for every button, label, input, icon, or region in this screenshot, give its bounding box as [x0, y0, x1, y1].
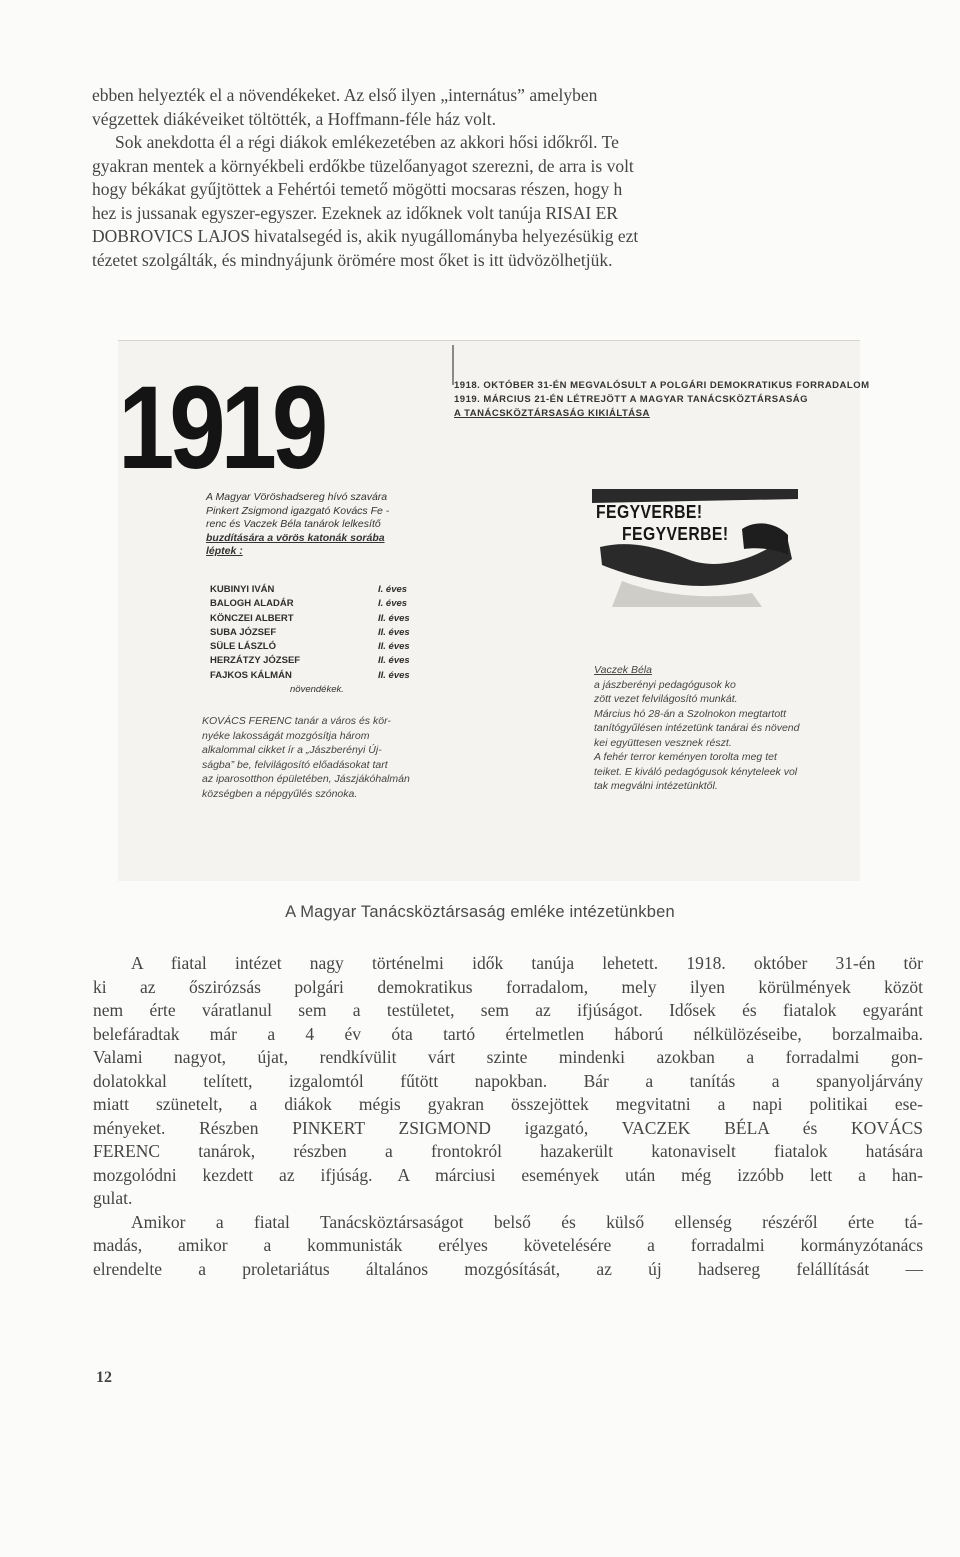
- member-name: SUBA JÓZSEF: [210, 626, 277, 638]
- kovacs-line: ságba” be, felvilágosító előadásokat tart: [202, 758, 388, 771]
- member-class: I. éves: [378, 598, 408, 610]
- poster-announcement: [206, 491, 496, 559]
- intro-line: ebben helyezték el a növendékeket. Az első ilyen „internátus” amelyben: [92, 85, 598, 105]
- poster-slogan-image: [592, 489, 798, 607]
- body-line: elrendelte a proletariátus általános mozgósítását, az új hadsereg felállítását —: [93, 1258, 923, 1279]
- announce-line: léptek :: [206, 545, 243, 557]
- body-line: ki az őszirózsás polgári demokratikus forradalom, mely ilyen körülmények közöt: [93, 976, 923, 997]
- member-class: I. éves: [378, 584, 408, 595]
- member-class: II. éves: [378, 655, 410, 667]
- member-class: II. éves: [378, 641, 410, 653]
- poster-decree: [454, 379, 870, 421]
- poster-member-list: [210, 583, 470, 697]
- member-name: KÖNCZEI ALBERT: [210, 612, 294, 624]
- member-row: [210, 669, 470, 683]
- decree-line: 1918. OKTÓBER 31-ÉN MEGVALÓSULT A POLGÁRI DEMOKRATIKUS FORRADALOM: [454, 380, 870, 391]
- member-class: II. éves: [378, 626, 410, 638]
- poster-kovacs-text: [202, 714, 492, 801]
- member-name: SÜLE LÁSZLÓ: [210, 641, 276, 653]
- announce-line: Pinkert Zsigmond igazgató Kovács Fe -: [206, 504, 390, 517]
- body-line: Amikor a fiatal Tanácsköztársaságot belső és külső ellenség részéről érte tá-: [131, 1211, 923, 1232]
- vaczek-name: Vaczek Béla: [594, 664, 652, 676]
- member-row: [210, 597, 470, 611]
- member-name: KUBINYI IVÁN: [210, 584, 275, 595]
- announce-line: A Magyar Vöröshadsereg hívó szavára: [206, 491, 388, 503]
- kovacs-line: nyéke lakosságát mozgósítja három: [202, 729, 370, 742]
- body-line: Valami nagyot, újat, rendkívülit várt szinte mindenki azokban a forradalmi gon-: [93, 1047, 923, 1067]
- vaczek-line: [594, 663, 856, 692]
- kovacs-line: KOVÁCS FERENC tanár a város és kör-: [202, 715, 391, 727]
- slogan-line: FEGYVERBE!: [622, 523, 729, 544]
- member-row: [210, 654, 470, 668]
- member-name: HERZÁTZY JÓZSEF: [210, 655, 301, 667]
- body-line: belefáradtak már a 4 év óta tartó értelmetlen háború nélkülözéseibe, borzalmaiba.: [93, 1023, 923, 1044]
- body-paragraph: [93, 952, 923, 1281]
- kovacs-line: az iparosotthon épületében, Jászjákóhalmán: [202, 773, 410, 785]
- vaczek-line: kei együttesen vesznek részt.: [594, 736, 732, 749]
- intro-line: hogy békákat gyűjtöttek a Fehértói temető mögötti mocsaras részen, hogy h: [92, 179, 623, 199]
- announce-line: buzdítására a vörös katonák sorába: [206, 531, 385, 544]
- body-line: gulat.: [93, 1188, 133, 1208]
- members-caption: növendékek.: [290, 684, 344, 696]
- page-number: 12: [96, 1369, 112, 1386]
- body-line: mozgolódni kezdett az ifjúság. A márciusi események után még izzóbb lett a han-: [93, 1164, 923, 1185]
- member-row: [210, 640, 470, 654]
- poster-vaczek-text: [594, 663, 856, 794]
- intro-line: DOBROVICS LAJOS hivatalsegéd is, akik nyugállományba helyezésükig ezt: [92, 226, 639, 246]
- vaczek-line: tak megválni intézetünktől.: [594, 780, 718, 792]
- poster-year: 1919: [118, 362, 324, 494]
- body-line: nem érte váratlanul sem a testületet, sem az ifjúságot. Idősek és fiatalok egyaránt: [93, 1000, 923, 1020]
- kovacs-line: községben a népgyűlés szónoka.: [202, 787, 358, 800]
- intro-line: végzettek diákéveiket töltötték, a Hoffmann-féle ház volt.: [92, 108, 496, 129]
- vaczek-line: tanítógyűlésen intézetünk tanárai és növend: [594, 722, 800, 734]
- body-line: FERENC tanárok, részben a frontokról hazakerült katonaviselt fiatalok hatására: [93, 1141, 923, 1161]
- figure-caption: A Magyar Tanácsköztársaság emléke intézetünkben: [285, 903, 675, 921]
- member-row: [210, 583, 470, 597]
- body-line: miatt szünetelt, a diákok mégis gyakran összejöttek megvitatni a napi politikai ese-: [93, 1094, 923, 1114]
- member-row: [210, 626, 470, 640]
- commemorative-poster: [118, 340, 870, 881]
- decree-line: A TANÁCSKÖZTÁRSASÁG KIKIÁLTÁSA: [454, 408, 650, 419]
- member-name: FAJKOS KÁLMÁN: [210, 669, 292, 681]
- vaczek-line: Március hó 28-án a Szolnokon megtartott: [594, 707, 787, 720]
- body-line: dolatokkal telített, izgalomtól fűtött napokban. Bár a tanítás a spanyoljárvány: [93, 1070, 923, 1091]
- intro-line: tézetet szolgálták, és mindnyájunk örömére most őket is itt üdvözölhetjük.: [92, 249, 613, 270]
- member-row: [210, 612, 470, 626]
- vaczek-line: zött vezet felvilágosító munkát.: [594, 693, 738, 705]
- vaczek-line-rest: a jászberényi pedagógusok ko: [594, 678, 736, 691]
- member-class: II. éves: [378, 612, 410, 624]
- kovacs-line: alkalommal cikket ír a „Jászberényi Új-: [202, 744, 382, 756]
- decree-line: 1919. MÁRCIUS 21-ÉN LÉTREJÖTT A MAGYAR TANÁCSKÖZTÁRSASÁG: [454, 394, 809, 405]
- intro-line: hez is jussanak egyszer-egyszer. Ezeknek az időknek volt tanúja RISAI ER: [92, 202, 618, 223]
- intro-line: Sok anekdotta él a régi diákok emlékezetében az akkori hősi időkről. Te: [115, 132, 619, 152]
- announce-line: renc és Vaczek Béla tanárok lelkesítő: [206, 518, 381, 530]
- slogan-line: FEGYVERBE!: [596, 501, 703, 522]
- body-line: madás, amikor a kommunisták erélyes követelésére a forradalmi kormányzótanács: [93, 1235, 923, 1255]
- intro-paragraph: [92, 84, 892, 272]
- body-line: ményeket. Részben PINKERT ZSIGMOND igazgató, VACZEK BÉLA és KOVÁCS: [93, 1117, 923, 1138]
- intro-line: gyakran mentek a környékbeli erdőkbe tüzelőanyagot szerezni, de arra is volt: [92, 155, 634, 176]
- member-class: II. éves: [378, 669, 410, 681]
- member-name: BALOGH ALADÁR: [210, 598, 294, 610]
- vaczek-line: teiket. E kiváló pedagógusok kényteleek vol: [594, 765, 798, 778]
- body-line: A fiatal intézet nagy történelmi idők tanúja lehetett. 1918. október 31-én tör: [131, 953, 923, 973]
- vaczek-line: A fehér terror keményen torolta meg tet: [594, 751, 777, 763]
